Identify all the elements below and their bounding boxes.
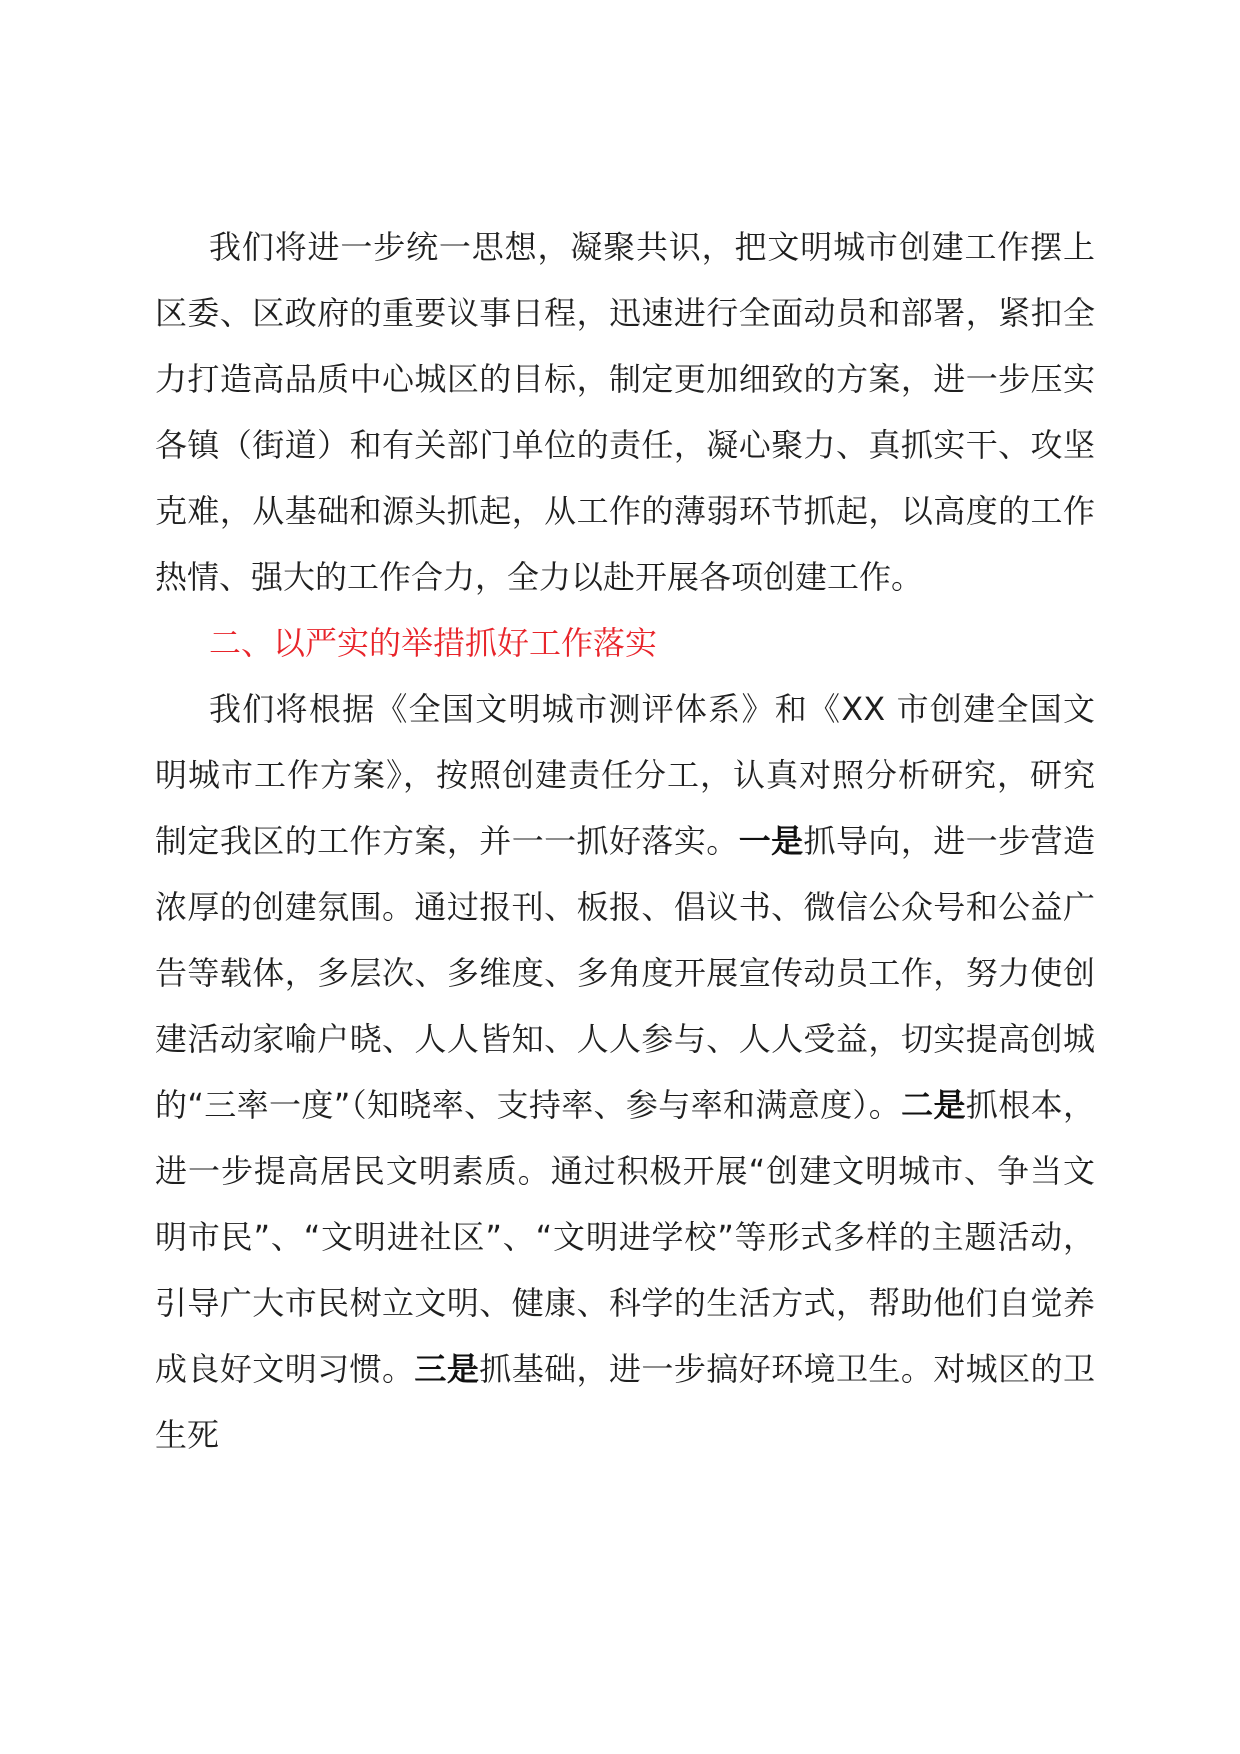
document-body [155, 214, 1095, 1468]
paragraph-2-intro: 我们将根据《全国文明城市测评体系》和《XX 市创建全国文明城市工作方案》，按照创建责任分工，认真对照分析研究，研究制定我区的工作方案，并一一抓好落实。 [155, 690, 1095, 860]
point-2-label: 二是 [901, 1086, 966, 1124]
point-3-text: 抓基础，进一步搞好环境卫生。对城区的卫生死 [155, 1350, 1095, 1454]
section-heading-2: 二、以严实的举措抓好工作落实 [209, 624, 658, 662]
point-1-label: 一是 [738, 822, 804, 860]
point-3-label: 三是 [414, 1350, 480, 1388]
point-1-text: 抓导向，进一步营造浓厚的创建氛围。通过报刊、板报、倡议书、微信公众号和公益广告等载体，多层次、多维度、多角度开展宣传动员工作，努力使创建活动家喻户晓、人人皆知、人人参与、人人受益，切实提高创城的“三率一度”（知晓率、支持率、参与率和满意度）。 [155, 822, 1095, 1124]
paragraph-2 [155, 676, 1095, 1468]
point-2-text: 抓根本，进一步提高居民文明素质。通过积极开展“创建文明城市、争当文明市民”、“文明进社区”、“文明进学校”等形式多样的主题活动，引导广大市民树立文明、健康、科学的生活方式，帮助他们自觉养成良好文明习惯。 [155, 1086, 1095, 1388]
paragraph-1: 我们将进一步统一思想，凝聚共识，把文明城市创建工作摆上区委、区政府的重要议事日程，迅速进行全面动员和部署，紧扣全力打造高品质中心城区的目标，制定更加细致的方案，进一步压实各镇（街道）和有关部门单位的责任，凝心聚力、真抓实干、攻坚克难，从基础和源头抓起，从工作的薄弱环节抓起，以高度的工作热情、强大的工作合力，全力以赴开展各项创建工作。 [155, 228, 1095, 596]
